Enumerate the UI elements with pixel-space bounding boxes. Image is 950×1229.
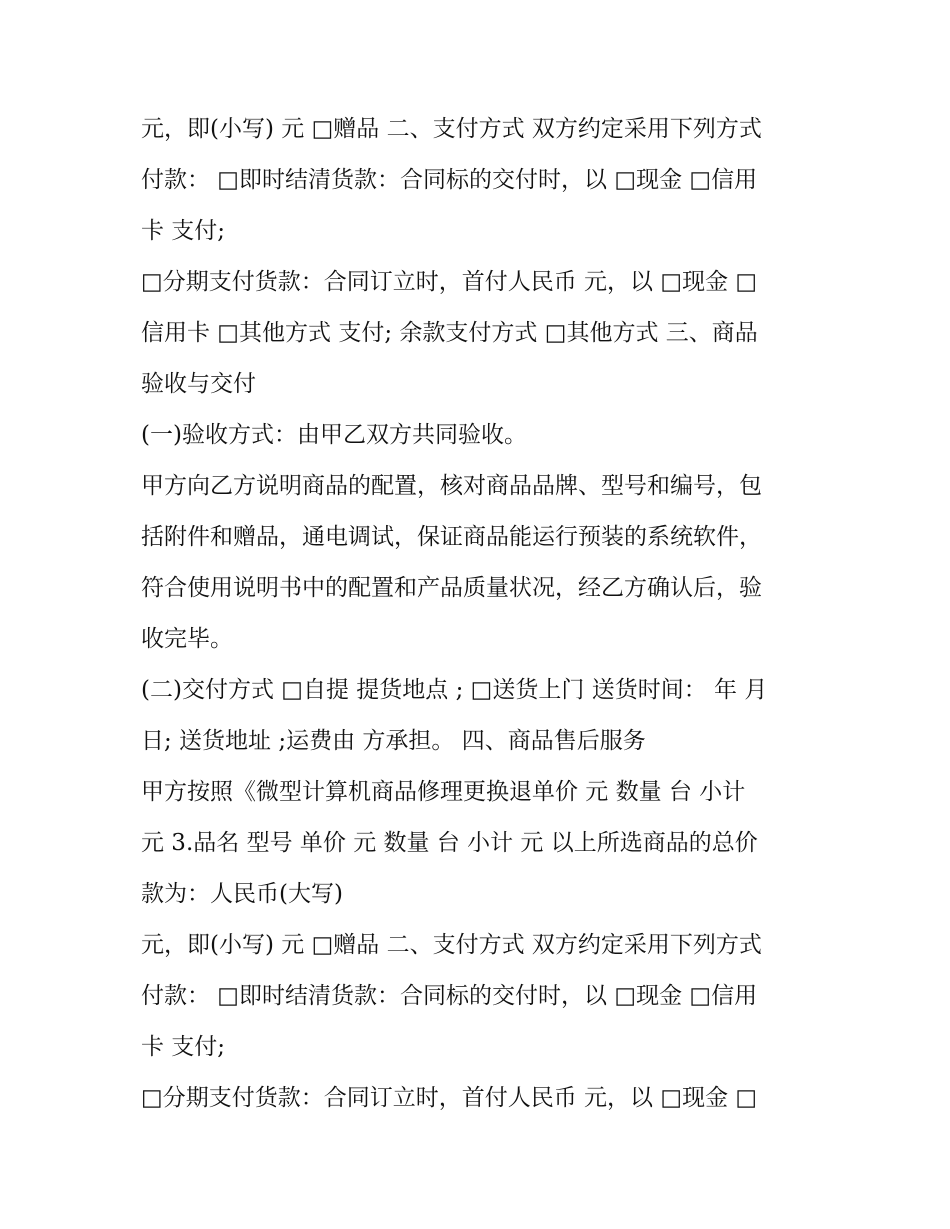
text-line: 元，即(小写) 元 □赠品 二、支付方式 双方约定采用下列方式 xyxy=(141,116,762,142)
document-body xyxy=(141,104,821,1124)
text-line: 甲方向乙方说明商品的配置，核对商品品牌、型号和编号，包 xyxy=(141,473,762,499)
text-line: 括附件和赠品，通电调试，保证商品能运行预装的系统软件， xyxy=(141,524,762,550)
text-line: 元，即(小写) 元 □赠品 二、支付方式 双方约定采用下列方式 xyxy=(141,932,762,958)
text-line: □分期支付货款：合同订立时，首付人民币 元，以 □现金 □ xyxy=(141,269,758,295)
text-line: 日; 送货地址 ;运费由 方承担。 四、商品售后服务 xyxy=(141,728,646,754)
text-line: 收完毕。 xyxy=(141,626,233,652)
text-line: 信用卡 □其他方式 支付; 余款支付方式 □其他方式 三、商品 xyxy=(141,320,758,346)
text-line: 元 3.品名 型号 单价 元 数量 台 小计 元 以上所选商品的总价 xyxy=(141,830,758,856)
text-line: 付款： □即时结清货款：合同标的交付时，以 □现金 □信用 xyxy=(141,167,758,193)
text-line: 卡 支付; xyxy=(141,1034,226,1060)
text-line: 卡 支付; xyxy=(141,218,226,244)
text-line: 验收与交付 xyxy=(141,371,256,397)
text-line: 款为：人民币(大写) xyxy=(141,881,343,907)
text-line: 付款： □即时结清货款：合同标的交付时，以 □现金 □信用 xyxy=(141,983,758,1009)
text-line: 符合使用说明书中的配置和产品质量状况，经乙方确认后，验 xyxy=(141,575,762,601)
text-line: (二)交付方式 □自提 提货地点 ; □送货上门 送货时间： 年 月 xyxy=(141,677,768,703)
text-line: □分期支付货款：合同订立时，首付人民币 元，以 □现金 □ xyxy=(141,1085,758,1111)
text-line: 甲方按照《微型计算机商品修理更换退单价 元 数量 台 小计 xyxy=(141,779,746,805)
text-line: (一)验收方式：由甲乙双方共同验收。 xyxy=(141,422,527,448)
